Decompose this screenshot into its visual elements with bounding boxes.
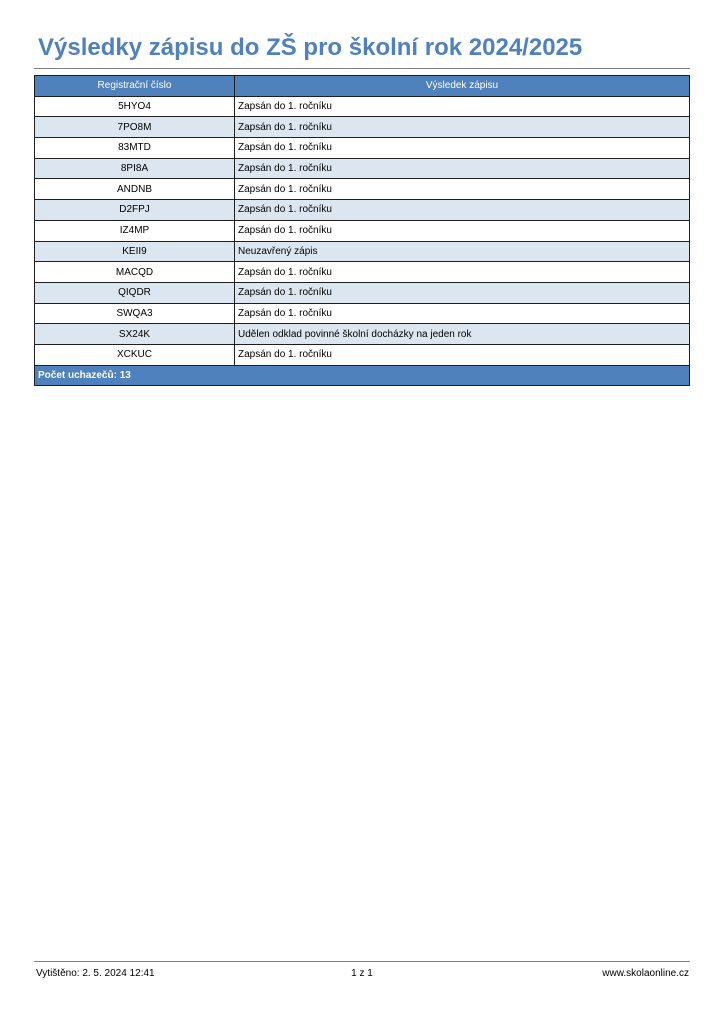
result-cell: Zapsán do 1. ročníku — [235, 158, 690, 179]
table-row — [35, 282, 690, 303]
result-cell: Udělen odklad povinné školní docházky na jeden rok — [235, 324, 690, 345]
registration-number-cell: ANDNB — [35, 179, 235, 200]
registration-number-cell: 5HYO4 — [35, 96, 235, 117]
table-row — [35, 262, 690, 283]
result-cell: Zapsán do 1. ročníku — [235, 200, 690, 221]
result-cell: Zapsán do 1. ročníku — [235, 96, 690, 117]
registration-number-cell: 8PI8A — [35, 158, 235, 179]
result-cell: Zapsán do 1. ročníku — [235, 262, 690, 283]
table-row — [35, 117, 690, 138]
registration-number-cell: QIQDR — [35, 282, 235, 303]
table-header-row — [35, 76, 690, 97]
results-table — [34, 75, 690, 386]
result-cell: Zapsán do 1. ročníku — [235, 303, 690, 324]
footer-divider — [34, 961, 690, 962]
table-row — [35, 303, 690, 324]
registration-number-cell: KEII9 — [35, 241, 235, 262]
table-footer-row — [35, 365, 690, 386]
table-row — [35, 179, 690, 200]
result-cell: Zapsán do 1. ročníku — [235, 220, 690, 241]
table-row — [35, 158, 690, 179]
page-title: Výsledky zápisu do ZŠ pro školní rok 2024/2025 — [38, 34, 583, 61]
result-cell: Zapsán do 1. ročníku — [235, 138, 690, 159]
registration-number-cell: SX24K — [35, 324, 235, 345]
printed-timestamp: Vytištěno: 2. 5. 2024 12:41 — [36, 968, 155, 979]
site-url: www.skolaonline.cz — [602, 968, 689, 979]
table-row — [35, 96, 690, 117]
table-row — [35, 220, 690, 241]
column-header-registration-number: Registrační číslo — [35, 76, 235, 97]
registration-number-cell: IZ4MP — [35, 220, 235, 241]
registration-number-cell: D2FPJ — [35, 200, 235, 221]
table-row — [35, 138, 690, 159]
table-row — [35, 200, 690, 221]
result-cell: Zapsán do 1. ročníku — [235, 179, 690, 200]
page-number: 1 z 1 — [351, 968, 373, 979]
table-row — [35, 241, 690, 262]
result-cell: Zapsán do 1. ročníku — [235, 344, 690, 365]
column-header-result: Výsledek zápisu — [235, 76, 690, 97]
title-divider — [34, 68, 690, 69]
registration-number-cell: SWQA3 — [35, 303, 235, 324]
registration-number-cell: XCKUC — [35, 344, 235, 365]
registration-number-cell: 83MTD — [35, 138, 235, 159]
table-row — [35, 324, 690, 345]
applicant-count: Počet uchazečů: 13 — [35, 365, 690, 386]
table-body — [35, 96, 690, 365]
registration-number-cell: MACQD — [35, 262, 235, 283]
result-cell: Zapsán do 1. ročníku — [235, 117, 690, 138]
registration-number-cell: 7PO8M — [35, 117, 235, 138]
result-cell: Zapsán do 1. ročníku — [235, 282, 690, 303]
result-cell: Neuzavřený zápis — [235, 241, 690, 262]
table-row — [35, 344, 690, 365]
